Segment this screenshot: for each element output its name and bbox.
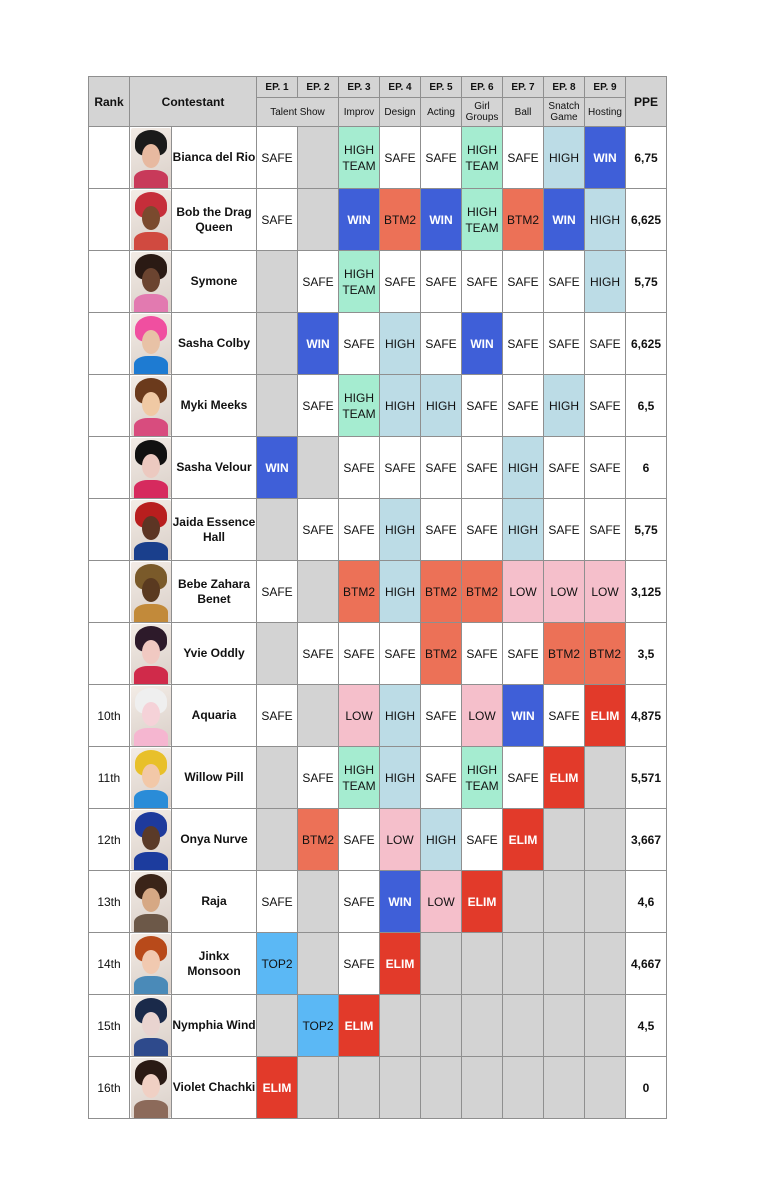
result-cell: LOW — [380, 809, 421, 871]
ppe-cell: 6,625 — [626, 189, 667, 251]
result-cell — [421, 933, 462, 995]
result-cell: BTM2 — [298, 809, 339, 871]
ppe-cell: 4,667 — [626, 933, 667, 995]
table-row — [89, 933, 667, 995]
result-cell: ELIM — [503, 809, 544, 871]
result-cell — [257, 809, 298, 871]
result-cell: BTM2 — [421, 561, 462, 623]
episode-header: EP. 4 — [380, 77, 421, 98]
contestant-name: Myki Meeks — [172, 375, 257, 437]
outfit-shape — [134, 418, 168, 436]
ppe-cell: 4,6 — [626, 871, 667, 933]
face-shape — [142, 640, 160, 664]
result-cell: HIGH — [503, 437, 544, 499]
contestant-photo — [131, 500, 171, 560]
table-row — [89, 747, 667, 809]
header-row-episodes — [89, 77, 667, 98]
result-cell: SAFE — [257, 189, 298, 251]
outfit-shape — [134, 1100, 168, 1118]
result-cell — [585, 871, 626, 933]
result-cell: HIGH TEAM — [462, 127, 503, 189]
result-cell: SAFE — [421, 685, 462, 747]
result-cell: SAFE — [421, 313, 462, 375]
photo-cell — [130, 189, 172, 251]
result-cell — [585, 747, 626, 809]
result-cell: BTM2 — [544, 623, 585, 685]
result-cell: SAFE — [421, 499, 462, 561]
rank-header: Rank — [89, 77, 130, 127]
contestant-photo — [131, 1058, 171, 1118]
table-row — [89, 871, 667, 933]
result-cell: HIGH — [421, 809, 462, 871]
result-cell: SAFE — [298, 623, 339, 685]
episode-header: EP. 8 — [544, 77, 585, 98]
face-shape — [142, 702, 160, 726]
table-body — [89, 127, 667, 1119]
contestant-name: Raja — [172, 871, 257, 933]
result-cell: SAFE — [462, 623, 503, 685]
episode-header: EP. 1 — [257, 77, 298, 98]
result-cell: WIN — [585, 127, 626, 189]
rank-cell — [89, 251, 130, 313]
photo-cell — [130, 809, 172, 871]
result-cell — [585, 995, 626, 1057]
contestant-name: Sasha Velour — [172, 437, 257, 499]
rank-cell: 15th — [89, 995, 130, 1057]
ppe-cell: 5,75 — [626, 499, 667, 561]
result-cell: SAFE — [298, 251, 339, 313]
result-cell: SAFE — [298, 499, 339, 561]
contestant-photo — [131, 686, 171, 746]
face-shape — [142, 392, 160, 416]
result-cell: WIN — [544, 189, 585, 251]
result-cell: WIN — [339, 189, 380, 251]
ppe-cell: 3,125 — [626, 561, 667, 623]
result-cell: TOP2 — [298, 995, 339, 1057]
result-cell: SAFE — [339, 933, 380, 995]
result-cell: TOP2 — [257, 933, 298, 995]
table-row — [89, 251, 667, 313]
episode-theme: Hosting — [585, 98, 626, 127]
table-row — [89, 623, 667, 685]
result-cell — [421, 1057, 462, 1119]
result-cell: SAFE — [380, 127, 421, 189]
result-cell: SAFE — [503, 251, 544, 313]
result-cell — [503, 995, 544, 1057]
result-cell — [298, 933, 339, 995]
result-cell — [585, 809, 626, 871]
contestant-photo — [131, 748, 171, 808]
result-cell: HIGH — [503, 499, 544, 561]
result-cell: HIGH TEAM — [339, 375, 380, 437]
result-cell: LOW — [462, 685, 503, 747]
contestant-name: Jaida Essence Hall — [172, 499, 257, 561]
episode-theme: Ball — [503, 98, 544, 127]
contestant-name: Bianca del Rio — [172, 127, 257, 189]
result-cell — [380, 1057, 421, 1119]
contestant-photo — [131, 252, 171, 312]
result-cell — [585, 933, 626, 995]
result-cell — [257, 995, 298, 1057]
result-cell: BTM2 — [339, 561, 380, 623]
contestant-name: Symone — [172, 251, 257, 313]
photo-cell — [130, 375, 172, 437]
result-cell — [544, 809, 585, 871]
face-shape — [142, 764, 160, 788]
table-row — [89, 375, 667, 437]
result-cell: LOW — [339, 685, 380, 747]
contestant-photo — [131, 128, 171, 188]
result-cell: SAFE — [257, 871, 298, 933]
outfit-shape — [134, 356, 168, 374]
face-shape — [142, 330, 160, 354]
rank-cell — [89, 127, 130, 189]
outfit-shape — [134, 232, 168, 250]
result-cell: ELIM — [339, 995, 380, 1057]
result-cell: HIGH — [380, 313, 421, 375]
result-cell — [298, 437, 339, 499]
rank-cell — [89, 375, 130, 437]
result-cell: SAFE — [585, 313, 626, 375]
rank-cell — [89, 437, 130, 499]
table-row — [89, 561, 667, 623]
face-shape — [142, 1012, 160, 1036]
result-cell — [298, 871, 339, 933]
result-cell: SAFE — [462, 437, 503, 499]
result-cell — [257, 251, 298, 313]
result-cell: SAFE — [544, 313, 585, 375]
episode-theme: Acting — [421, 98, 462, 127]
photo-cell — [130, 933, 172, 995]
result-cell — [257, 499, 298, 561]
result-cell: SAFE — [421, 437, 462, 499]
photo-cell — [130, 437, 172, 499]
episode-header: EP. 5 — [421, 77, 462, 98]
table-row — [89, 499, 667, 561]
result-cell — [462, 1057, 503, 1119]
contestant-name: Sasha Colby — [172, 313, 257, 375]
outfit-shape — [134, 480, 168, 498]
result-cell: ELIM — [257, 1057, 298, 1119]
result-cell: SAFE — [339, 623, 380, 685]
result-cell: HIGH TEAM — [462, 747, 503, 809]
result-cell: WIN — [380, 871, 421, 933]
contestant-photo — [131, 810, 171, 870]
result-cell: SAFE — [544, 251, 585, 313]
result-cell: BTM2 — [503, 189, 544, 251]
result-cell: SAFE — [503, 375, 544, 437]
result-cell: ELIM — [462, 871, 503, 933]
contestant-photo — [131, 190, 171, 250]
table-row — [89, 313, 667, 375]
face-shape — [142, 888, 160, 912]
episode-header: EP. 7 — [503, 77, 544, 98]
contestant-name: Onya Nurve — [172, 809, 257, 871]
outfit-shape — [134, 294, 168, 312]
result-cell: HIGH TEAM — [339, 251, 380, 313]
contestant-photo — [131, 934, 171, 994]
contestant-header: Contestant — [130, 77, 257, 127]
rank-cell: 10th — [89, 685, 130, 747]
contestant-photo — [131, 376, 171, 436]
table-row — [89, 995, 667, 1057]
photo-cell — [130, 313, 172, 375]
face-shape — [142, 826, 160, 850]
photo-cell — [130, 623, 172, 685]
result-cell: BTM2 — [585, 623, 626, 685]
result-cell: LOW — [585, 561, 626, 623]
contestant-photo — [131, 872, 171, 932]
result-cell: ELIM — [380, 933, 421, 995]
result-cell — [462, 933, 503, 995]
contestant-photo — [131, 314, 171, 374]
ppe-cell: 6,625 — [626, 313, 667, 375]
result-cell — [298, 685, 339, 747]
result-cell: HIGH TEAM — [339, 127, 380, 189]
episode-theme: Snatch Game — [544, 98, 585, 127]
result-cell: SAFE — [544, 685, 585, 747]
result-cell: SAFE — [462, 375, 503, 437]
result-cell: BTM2 — [462, 561, 503, 623]
result-cell: SAFE — [585, 499, 626, 561]
result-cell — [298, 189, 339, 251]
result-cell: LOW — [544, 561, 585, 623]
contestant-photo — [131, 624, 171, 684]
outfit-shape — [134, 790, 168, 808]
result-cell: HIGH TEAM — [339, 747, 380, 809]
result-cell: WIN — [257, 437, 298, 499]
result-cell: SAFE — [298, 375, 339, 437]
result-cell — [421, 995, 462, 1057]
ppe-cell: 5,75 — [626, 251, 667, 313]
result-cell: ELIM — [585, 685, 626, 747]
face-shape — [142, 206, 160, 230]
result-cell — [257, 747, 298, 809]
result-cell: SAFE — [544, 499, 585, 561]
episode-header: EP. 9 — [585, 77, 626, 98]
outfit-shape — [134, 976, 168, 994]
ppe-cell: 6,5 — [626, 375, 667, 437]
episode-theme: Improv — [339, 98, 380, 127]
result-cell: SAFE — [339, 809, 380, 871]
ppe-cell: 6 — [626, 437, 667, 499]
result-cell: SAFE — [380, 623, 421, 685]
contestant-photo — [131, 438, 171, 498]
result-cell: SAFE — [462, 499, 503, 561]
result-cell: SAFE — [339, 437, 380, 499]
result-cell — [257, 313, 298, 375]
table-row — [89, 1057, 667, 1119]
face-shape — [142, 950, 160, 974]
contestant-photo — [131, 562, 171, 622]
episode-theme: Talent Show — [257, 98, 339, 127]
rank-cell — [89, 499, 130, 561]
result-cell: SAFE — [503, 313, 544, 375]
result-cell — [462, 995, 503, 1057]
photo-cell — [130, 747, 172, 809]
episode-header: EP. 6 — [462, 77, 503, 98]
result-cell: SAFE — [421, 127, 462, 189]
table-row — [89, 189, 667, 251]
outfit-shape — [134, 1038, 168, 1056]
result-cell — [257, 375, 298, 437]
face-shape — [142, 516, 160, 540]
ppe-cell: 4,875 — [626, 685, 667, 747]
photo-cell — [130, 685, 172, 747]
table-row — [89, 809, 667, 871]
result-cell — [544, 1057, 585, 1119]
face-shape — [142, 268, 160, 292]
result-cell: BTM2 — [380, 189, 421, 251]
contestant-name: Jinkx Monsoon — [172, 933, 257, 995]
episode-header: EP. 2 — [298, 77, 339, 98]
contestant-name: Bebe Zahara Benet — [172, 561, 257, 623]
outfit-shape — [134, 852, 168, 870]
result-cell: SAFE — [585, 375, 626, 437]
result-cell — [380, 995, 421, 1057]
face-shape — [142, 578, 160, 602]
result-cell: SAFE — [339, 871, 380, 933]
photo-cell — [130, 499, 172, 561]
face-shape — [142, 454, 160, 478]
result-cell — [257, 623, 298, 685]
rank-cell: 11th — [89, 747, 130, 809]
outfit-shape — [134, 914, 168, 932]
result-cell — [298, 561, 339, 623]
contestant-name: Violet Chachki — [172, 1057, 257, 1119]
rank-cell — [89, 623, 130, 685]
result-cell: SAFE — [544, 437, 585, 499]
photo-cell — [130, 1057, 172, 1119]
result-cell: SAFE — [380, 251, 421, 313]
result-cell — [503, 871, 544, 933]
result-cell: HIGH — [380, 499, 421, 561]
rank-cell: 14th — [89, 933, 130, 995]
contestant-name: Aquaria — [172, 685, 257, 747]
ranking-table — [88, 76, 667, 1119]
rank-cell — [89, 189, 130, 251]
result-cell: SAFE — [339, 499, 380, 561]
result-cell: SAFE — [380, 437, 421, 499]
result-cell: SAFE — [257, 561, 298, 623]
table-row — [89, 437, 667, 499]
result-cell: SAFE — [339, 313, 380, 375]
episode-theme: Girl Groups — [462, 98, 503, 127]
contestant-name: Yvie Oddly — [172, 623, 257, 685]
outfit-shape — [134, 604, 168, 622]
ppe-cell: 3,667 — [626, 809, 667, 871]
result-cell: HIGH — [380, 375, 421, 437]
photo-cell — [130, 995, 172, 1057]
result-cell — [544, 995, 585, 1057]
ppe-header: PPE — [626, 77, 667, 127]
result-cell — [298, 1057, 339, 1119]
episode-header: EP. 3 — [339, 77, 380, 98]
photo-cell — [130, 127, 172, 189]
result-cell: WIN — [462, 313, 503, 375]
contestant-name: Bob the Drag Queen — [172, 189, 257, 251]
rank-cell: 13th — [89, 871, 130, 933]
ppe-cell: 4,5 — [626, 995, 667, 1057]
result-cell: SAFE — [585, 437, 626, 499]
episode-theme: Design — [380, 98, 421, 127]
contestant-photo — [131, 996, 171, 1056]
result-cell: SAFE — [462, 251, 503, 313]
result-cell — [503, 933, 544, 995]
face-shape — [142, 144, 160, 168]
photo-cell — [130, 871, 172, 933]
contestant-name: Willow Pill — [172, 747, 257, 809]
result-cell: HIGH — [380, 561, 421, 623]
photo-cell — [130, 561, 172, 623]
result-cell: SAFE — [462, 809, 503, 871]
rank-cell: 16th — [89, 1057, 130, 1119]
contestant-name: Nymphia Wind — [172, 995, 257, 1057]
result-cell: SAFE — [257, 685, 298, 747]
outfit-shape — [134, 170, 168, 188]
result-cell: ELIM — [544, 747, 585, 809]
outfit-shape — [134, 666, 168, 684]
result-cell — [585, 1057, 626, 1119]
result-cell: SAFE — [298, 747, 339, 809]
result-cell: SAFE — [257, 127, 298, 189]
result-cell: WIN — [503, 685, 544, 747]
result-cell: HIGH — [421, 375, 462, 437]
result-cell — [339, 1057, 380, 1119]
result-cell: HIGH — [380, 747, 421, 809]
result-cell — [544, 871, 585, 933]
result-cell: HIGH — [380, 685, 421, 747]
result-cell: HIGH — [585, 189, 626, 251]
result-cell: SAFE — [503, 747, 544, 809]
ppe-cell: 5,571 — [626, 747, 667, 809]
result-cell: HIGH — [544, 127, 585, 189]
rank-cell — [89, 561, 130, 623]
table-row — [89, 127, 667, 189]
face-shape — [142, 1074, 160, 1098]
result-cell: LOW — [421, 871, 462, 933]
result-cell: WIN — [298, 313, 339, 375]
rank-cell — [89, 313, 130, 375]
result-cell: HIGH — [585, 251, 626, 313]
result-cell: SAFE — [421, 747, 462, 809]
table-row — [89, 685, 667, 747]
ppe-cell: 6,75 — [626, 127, 667, 189]
result-cell: WIN — [421, 189, 462, 251]
result-cell: LOW — [503, 561, 544, 623]
photo-cell — [130, 251, 172, 313]
ppe-cell: 0 — [626, 1057, 667, 1119]
result-cell — [544, 933, 585, 995]
result-cell: HIGH — [544, 375, 585, 437]
result-cell — [298, 127, 339, 189]
result-cell: SAFE — [503, 623, 544, 685]
result-cell: HIGH TEAM — [462, 189, 503, 251]
outfit-shape — [134, 728, 168, 746]
result-cell: SAFE — [503, 127, 544, 189]
rank-cell: 12th — [89, 809, 130, 871]
ppe-cell: 3,5 — [626, 623, 667, 685]
outfit-shape — [134, 542, 168, 560]
result-cell: SAFE — [421, 251, 462, 313]
result-cell — [503, 1057, 544, 1119]
result-cell: BTM2 — [421, 623, 462, 685]
